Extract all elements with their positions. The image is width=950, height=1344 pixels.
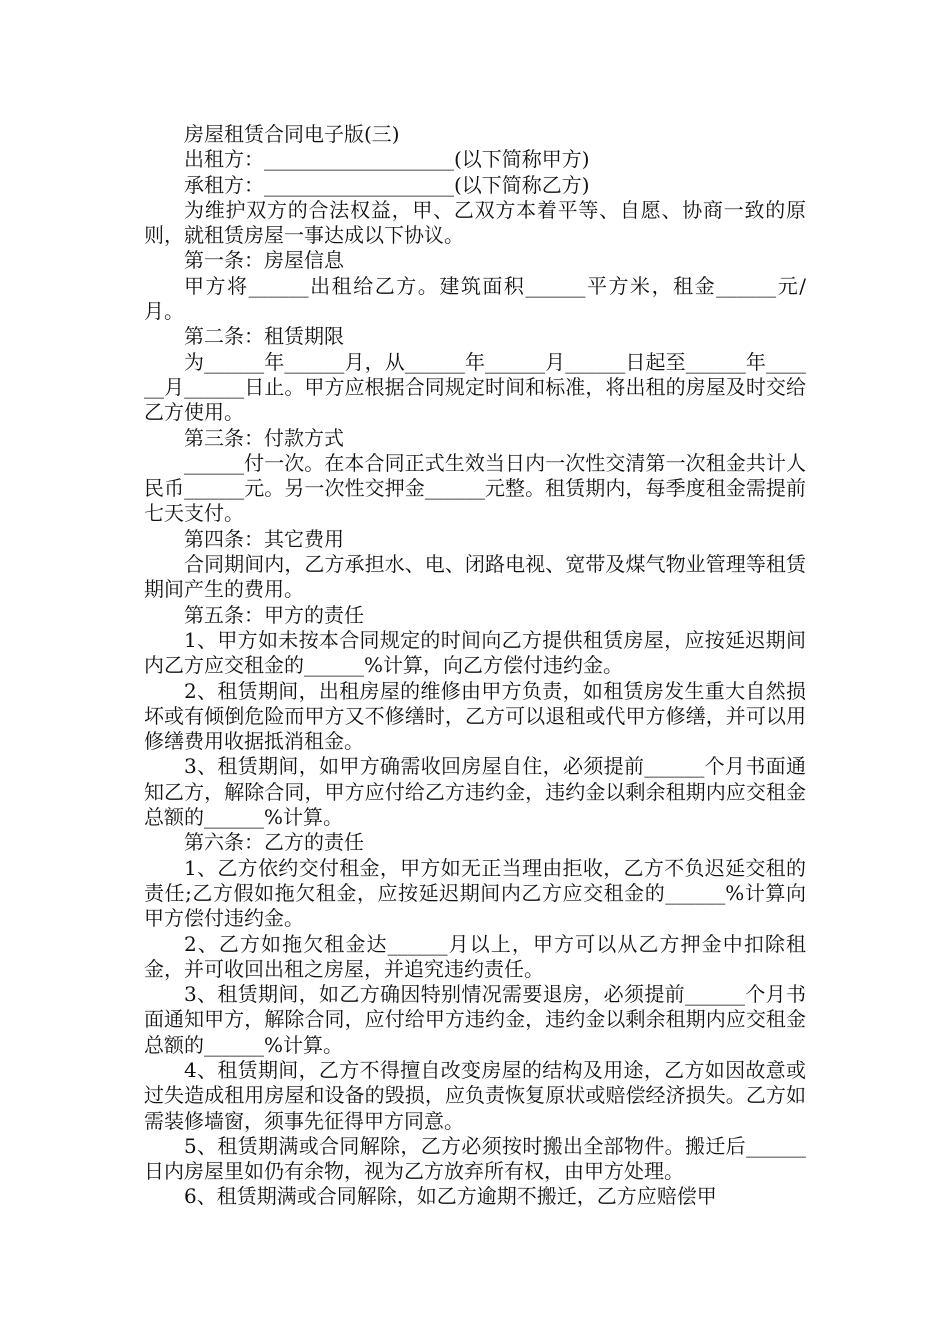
article-3-paragraph: ______付一次。在本合同正式生效当日内一次性交清第一次租金共计人民币______元。另一次性交押金______元整。租赁期内，每季度租金需提前七天支付。 [144,450,806,526]
article-5-heading: 第五条：甲方的责任 [184,602,364,627]
article-6-clause-1: 1、乙方依约交付租金，甲方如无正当理由拒收，乙方不负迟延交租的责任;乙方假如拖欠租金，应按延迟期间内乙方应交租金的______%计算向甲方偿付违约金。 [144,855,806,931]
article-6-clause-3: 3、租赁期间，如乙方确因特别情况需要退房，必须提前______个月书面通知甲方，解除合同，应付给甲方违约金，违约金以剩余租期内应交租金总额的______%计算。 [144,982,806,1057]
article-4-paragraph: 合同期间内，乙方承担水、电、闭路电视、宽带及煤气物业管理等租赁期间产生的费用。 [144,552,806,602]
article-6-clause-4: 4、租赁期间，乙方不得擅自改变房屋的结构及用途，乙方如因故意或过失造成租用房屋和设备的毁损，应负责恢复原状或赔偿经济损失。乙方如需装修墙窗，须事先征得甲方同意。 [144,1057,806,1133]
document-title: 房屋租赁合同电子版(三) [184,122,400,146]
article-6-clause-5: 5、租赁期满或合同解除，乙方必须按时搬出全部物件。搬迁后______日内房屋里如仍有余物，视为乙方放弃所有权，由甲方处理。 [144,1133,806,1184]
article-5-clause-2: 2、租赁期间，出租房屋的维修由甲方负责，如租赁房发生重大自然损坏或有倾倒危险而甲方又不修缮时，乙方可以退租或代甲方修缮，并可以用修缮费用收据抵消租金。 [144,678,806,754]
lessee-line: 承租方：___________________(以下简称乙方) [184,172,590,197]
article-5-clause-3: 3、租赁期间，如甲方确需收回房屋自住，必须提前______个月书面通知乙方，解除合同，甲方应付给乙方违约金，违约金以剩余租期内应交租金总额的______%计算。 [144,754,806,830]
article-1-heading: 第一条：房屋信息 [184,248,344,273]
article-1-paragraph: 甲方将______出租给乙方。建筑面积______平方米，租金______元/月。 [144,273,806,324]
article-6-clause-2: 2、乙方如拖欠租金达______月以上，甲方可以从乙方押金中扣除租金，并可收回出租之房屋，并追究违约责任。 [144,931,806,981]
article-2-paragraph: 为______年______月，从______年______月______日起至______年______月______日止。甲方应根据合同规定时间和标准，将出租的房屋及时交给乙方使用。 [144,349,806,425]
preamble-paragraph: 为维护双方的合法权益，甲、乙双方本着平等、自愿、协商一致的原则，就租赁房屋一事达成以下协议。 [144,197,806,248]
lessor-line: 出租方：___________________(以下简称甲方) [184,147,590,172]
article-6-heading: 第六条：乙方的责任 [184,830,364,855]
document-body [144,122,806,1210]
article-4-heading: 第四条：其它费用 [184,526,344,551]
article-2-heading: 第二条：租赁期限 [184,324,344,349]
article-5-clause-1: 1、甲方如未按本合同规定的时间向乙方提供租赁房屋，应按延迟期间内乙方应交租金的______%计算，向乙方偿付违约金。 [144,627,806,678]
article-6-clause-6: 6、租赁期满或合同解除，如乙方逾期不搬迁，乙方应赔偿甲 [184,1184,717,1209]
article-3-heading: 第三条：付款方式 [184,425,344,450]
